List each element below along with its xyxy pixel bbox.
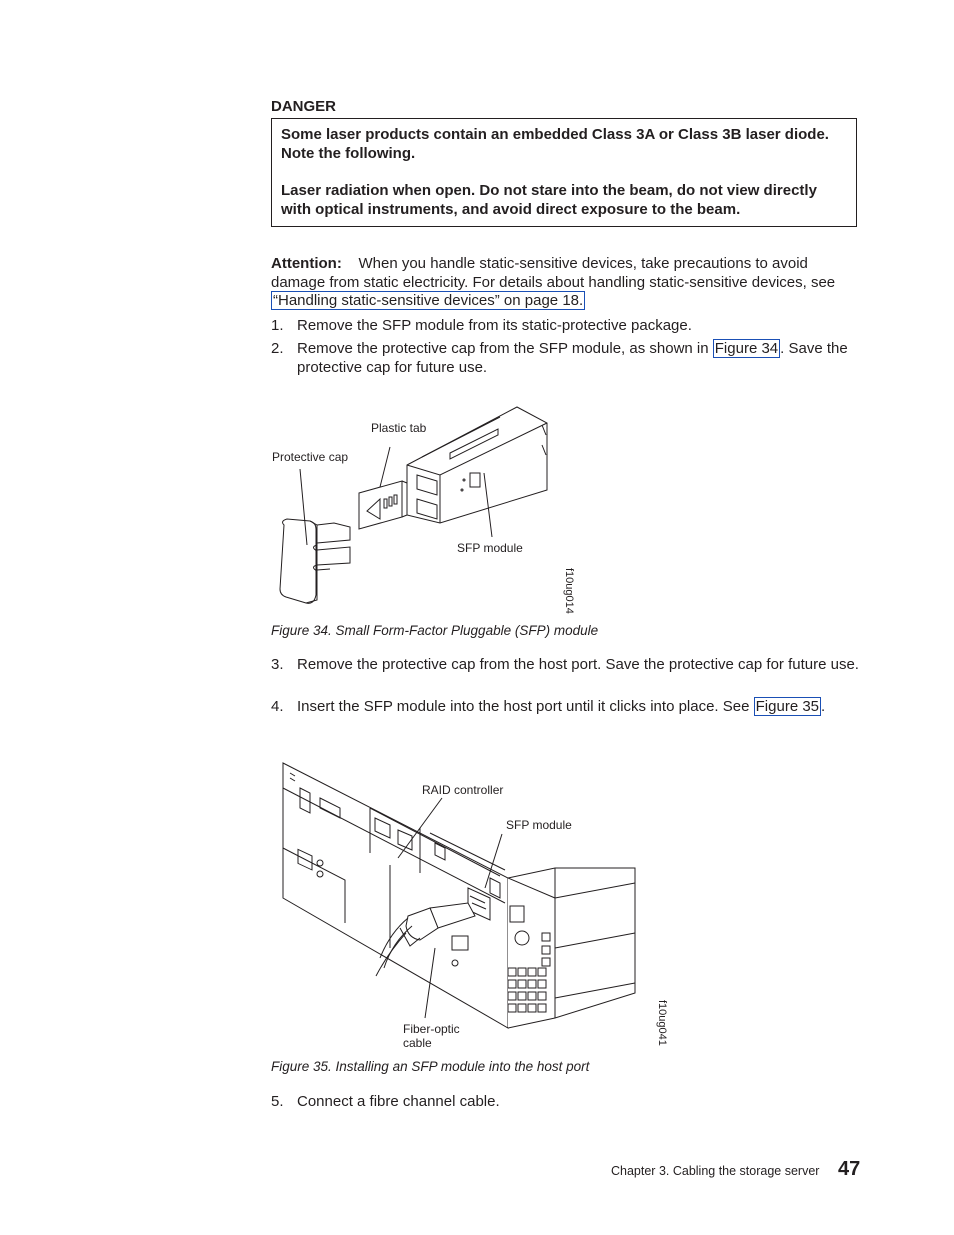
step-4 [271, 697, 861, 717]
danger-line-2: Laser radiation when open. Do not stare into the beam, do not view directly with optical instruments, and avoid direct exposure to the beam. [281, 182, 817, 218]
sfp-module-drawing [407, 407, 547, 523]
label-sfp-module: SFP module [457, 541, 523, 555]
step-1 [271, 316, 861, 336]
attention-label: Attention: [271, 255, 342, 272]
step-2 [271, 339, 861, 379]
step-number: 1. [271, 317, 284, 334]
step-3 [271, 655, 861, 695]
step-text-pre: Insert the SFP module into the host port until it clicks into place. See [297, 698, 750, 715]
step-number: 2. [271, 340, 284, 357]
label-sfp-module-fig35: SFP module [506, 818, 572, 832]
danger-line-1: Some laser products contain an embedded Class 3A or Class 3B laser diode. Note the following. [281, 126, 829, 162]
label-cable: cable [403, 1036, 432, 1050]
link-figure-35[interactable]: Figure 35 [755, 698, 820, 715]
step-text-pre: Remove the protective cap from the SFP module, as shown in [297, 340, 709, 357]
link-figure-34[interactable]: Figure 34 [714, 340, 779, 357]
label-protective-cap: Protective cap [272, 450, 349, 464]
attention-text: When you handle static-sensitive devices, take precautions to avoid damage from static electricity. For details about handling static-sensitive devices, see [271, 255, 836, 291]
step-text [297, 697, 861, 716]
figure-34-illustration [262, 395, 592, 620]
figure-35-code: f10ug041 [656, 1000, 668, 1046]
footer-chapter: Chapter 3. Cabling the storage server [611, 1164, 820, 1178]
protective-cap-drawing [280, 519, 350, 603]
step-text-post: . [821, 698, 826, 715]
step-5 [271, 1092, 861, 1112]
link-handling-static-sensitive[interactable]: “Handling static-sensitive devices” on page 18. [273, 292, 584, 309]
step-number: 4. [271, 698, 284, 715]
figure-35-caption: Figure 35. Installing an SFP module into the host port [271, 1059, 590, 1074]
step-text: Connect a fibre channel cable. [297, 1093, 500, 1110]
page-number: 47 [838, 1158, 861, 1180]
label-raid-controller: RAID controller [422, 783, 504, 797]
figure-34-code: f10ug014 [563, 568, 575, 614]
step-text [297, 339, 861, 377]
step-text: Remove the protective cap from the host port. Save the protective cap for future use. [297, 656, 859, 673]
step-number: 5. [271, 1093, 284, 1110]
label-fiber-optic: Fiber-optic [403, 1022, 460, 1036]
chassis-side-panel [508, 868, 635, 1028]
step-number: 3. [271, 656, 284, 673]
step-text-post: . Save the protective cap for future use. [297, 340, 848, 376]
figure-35-illustration [280, 758, 640, 1048]
step-text: Remove the SFP module from its static-protective package. [297, 317, 692, 334]
plastic-tab-drawing [359, 481, 407, 529]
figure-34-caption: Figure 34. Small Form-Factor Pluggable (SFP) module [271, 623, 599, 638]
danger-notice-box [271, 118, 857, 227]
attention-paragraph [271, 255, 861, 311]
label-plastic-tab: Plastic tab [371, 421, 427, 435]
danger-heading: DANGER [271, 98, 337, 115]
